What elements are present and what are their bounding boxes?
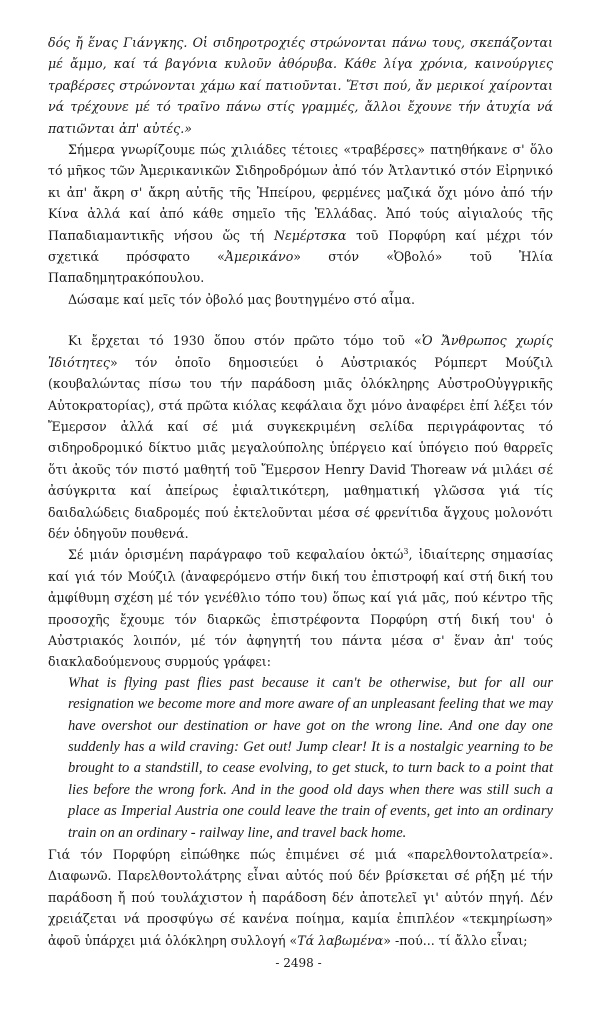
text-run: Γιά τόν Πορφύρη εἰπώθηκε πώς ἐπιμένει σέ μιά «παρελθοντολατρεία». Διαφωνῶ. Παρελθοντολάτρης εἶναι αὐτός πού δέν βρίσκεται σέ ρήξη μέ τήν παράδοση ἤ πού τουλάχιστον ἡ παράδοση δέν ἀποτελεῖ γι' αὐτόν πηγή. Δέν χρειάζεται νά προσφύγω σέ κανένα ποίημα, καμία ἐπιπλέον «τεκμηρίωση» ἀφοῦ ὑπάρχει μιά ὁλόκληρη συλλογή « <box>48 847 553 948</box>
footnote-ref: 3 <box>403 547 409 557</box>
english-block-quote: What is flying past flies past because it can't be otherwise, but for all our resignation we become more and more aware of an unpleasant feeling that we may have overshot our destination or have got on the wrong line. And one day one suddenly has a wild craving: Get out! Jump clear! It is a nostalgic yearning to be brought to a standstill, to cease evolving, to get stuck, to turn back to a point that lies before the wrong fork. And in the good old days when there was still such a place as Imperial Austria one could leave the train of events, get into an ordinary train on an ordinary - railway line, and travel back home. <box>68 674 553 841</box>
paragraph-chapter-eight <box>48 544 553 672</box>
text-run: » τόν ὁποῖο δημοσιεύει ὁ Αὐστριακός Ρόμπερτ Μούζιλ (κουβαλώντας πίσω του τήν παράδοση μιᾶς ὁλόκληρης ΑὐστροΟὐγγρικῆς Αὐτοκρατορίας), στά πρῶτα κιόλας κεφάλαια ὄχι μόνο ἀναφέρει ἐπί λέξει τόν Ἔμερσον ἀλλά καί σέ μιά συγκεκριμένη σελίδα περιγράφοντας τό σιδηροδρομικό δίκτυο μιᾶς μεγαλούπολης ὑπέργειο καί ὑπόγειο πού θαρρεῖς ὅτι ἀκοῦς τόν πιστό μαθητή τοῦ Ἔμερσον Henry David Thoreaw νά μιλάει σέ ἀσύγκριτα καί ἀπείρως ἐφιαλτικότερη, μαθηματική γλῶσσα γιά τίς δαιδαλώδεις διαδρομές πού ἐκτελοῦνται μέσα σέ φρενίτιδα ἄγχους μολονότι δέν ὁδηγοῦν πουθενά. <box>48 354 553 541</box>
paragraph-quote-continuation: δός ἤ ἕνας Γιάνγκης. Οἱ σιδηροτροχιές στρώνονται πάνω τους, σκεπάζονται μέ ἄμμο, καί τά βαγόνια κυλοῦν ἀθόρυβα. Κάθε λίγα χρόνια, καινούργιες τραβέρσες στρώνονται χάμω καί πατιοῦνται. Ἔτσι πού, ἄν μερικοί χαίρονται νά τρέχουνε μέ τό τραῖνο πάνω στίς γραμμές, ἄλλοι ἔχουνε τήν ἀτυχία νά πατιῶνται ἀπ' αὐτές.» <box>48 35 553 136</box>
text-run: Σήμερα γνωρίζουμε πώς χιλιάδες τέτοιες «τραβέρσες» πατηθήκανε σ' ὅλο τό μῆκος τῶν Ἀμερικανικῶν Σιδηροδρόμων ἀπό τόν Ἀτλαντικό στόν Εἰρηνικό κι ἀπ' ἄκρη σ' ἄκρη αὐτῆς τῆς Ἠπείρου, φερμένες μαζικά ὄχι μόνο ἀπό τήν Κίνα ἀλλά καί ἀπό κάθε σημεῖο τῆς Ἑλλάδας. Ἀπό τούς αἰγιαλούς τῆς Παπαδιαμαντικῆς νήσου ὥς τή <box>48 142 553 243</box>
title-nemertska: Νεμέρτσκα <box>273 227 347 243</box>
text-run: » -πού... τί ἄλλο εἶναι; <box>383 932 528 948</box>
title-amerikano: Ἀμερικάνο <box>224 249 294 265</box>
text-run: Κι ἔρχεται τό 1930 ὅπου στόν πρῶτο τόμο τοῦ « <box>68 333 422 349</box>
text-run: » στόν «Ὀβολό» τοῦ Ἠλία Παπαδημητρακόπουλου. <box>48 249 553 286</box>
title-man-without-qualities: Ὁ Ἄνθρωπος χωρίς Ἰδιότητες <box>48 333 553 370</box>
document-page <box>48 32 553 951</box>
text-run: Σέ μιάν ὁρισμένη παράγραφο τοῦ κεφαλαίου ὀκτώ <box>68 547 404 563</box>
paragraph-musil <box>48 330 553 544</box>
paragraph-obolos: Δώσαμε καί μεῖς τόν ὀβολό μας βουτηγμένο στό αἷμα. <box>68 291 415 307</box>
section-gap <box>48 310 553 330</box>
title-ta-lavomena: Τά λαβωμένα <box>297 932 384 948</box>
page-number: - 2498 - <box>275 956 322 970</box>
paragraph-nostalgia <box>48 844 553 951</box>
text-run: τοῦ Πορφύρη καί μέχρι τόν σχετικά πρόσφατο « <box>48 227 553 265</box>
paragraph-traverses <box>48 139 553 289</box>
text-run: , ἰδιαίτερης σημασίας καί γιά τόν Μούζιλ (ἀναφερόμενο στήν δική του ἐπιστροφή καί στή δική του ἀμφίθυμη σχέση μέ τόν γενέθλιο τόπο του) ὅπως καί γιά μᾶς, πού κέντρο τῆς προσοχῆς ἔχουμε τόν διαρκῶς ἐπιστρέφοντα Πορφύρη στή δική του' ὁ Αὐστριακός λοιπόν, μέ τόν ἀφηγητή του πάντα μέσα σ' ἕναν ἀπ' τούς διακλαδούμενους συρμούς γράφει: <box>48 547 553 670</box>
